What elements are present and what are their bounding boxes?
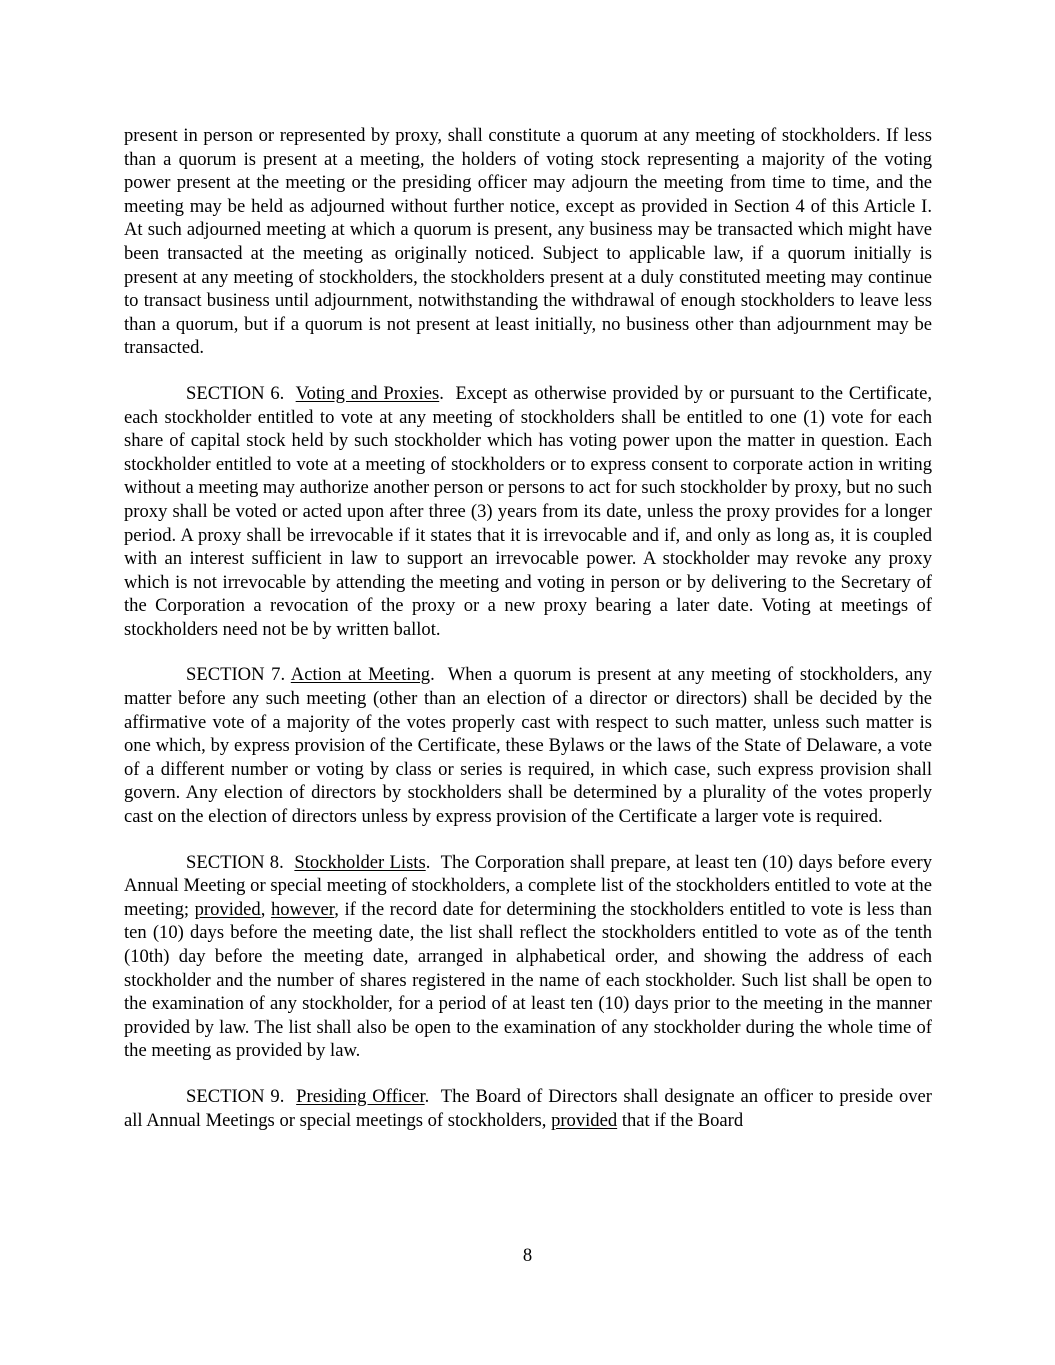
paragraph-section-6: SECTION 6. Voting and Proxies. Except as otherwise provided by or pursuant to the Certificate, each stockholder entitled to vote at any meeting of stockholders shall be entitled to one (1) vote for each share of capital stock held by such stockholder which has voting power upon the matter in question. Each stockholder entitled to vote at a meeting of stockholders or to express consent to corporate action in writing without a meeting may authorize another person or persons to act for such stockholder by proxy, but no such proxy shall be voted or acted upon after three (3) years from its date, unless the proxy provides for a longer period. A proxy shall be irrevocable if it states that it is irrevocable and if, and only as long as, it is coupled with an interest sufficient in law to support an irrevocable power. A stockholder may revoke any proxy which is not irrevocable by attending the meeting and voting in person or by delivering to the Secretary of the Corporation a revocation of the proxy or a new proxy bearing a later date. Voting at meetings of stockholders need not be by written ballot.: [124, 382, 932, 640]
section-9-heading: Presiding Officer: [296, 1085, 425, 1107]
page-number: 8: [522, 1245, 533, 1266]
section-8-body-start: The Corporation shall prepare, at least ten (10) days before every Annual Meeting or special meeting of stockholders, a complete list of the stockholders entitled to vote at the meeting;: [124, 851, 933, 920]
section-8-label: SECTION 8.: [186, 851, 284, 873]
section-8-body-end: if the record date for determining the stockholders entitled to vote is less than ten (10) days before the meeting date, the list shall reflect the stockholders entitled to vote as of the tenth (10th) day before the meeting date, arranged in alphabetical order, and showing the address of each stockholder and the number of shares registered in the name of each stockholder. Such list shall be open to the examination of any stockholder, for a period of at least ten (10) days prior to the meeting in the manner provided by law. The list shall also be open to the examination of any stockholder during the whole time of the meeting as provided by law.: [124, 898, 933, 1062]
section-8-heading: Stockholder Lists: [294, 851, 426, 873]
section-7-label: SECTION 7.: [186, 664, 286, 686]
section-8-term-provided: provided: [194, 898, 261, 920]
section-6-label: SECTION 6.: [186, 382, 285, 404]
paragraph-section-8: SECTION 8. Stockholder Lists. The Corporation shall prepare, at least ten (10) days before every Annual Meeting or special meeting of stockholders, a complete list of the stockholders entitled to vote at the meeting; provided, however, if the record date for determining the stockholders entitled to vote is less than ten (10) days before the meeting date, the list shall reflect the stockholders entitled to vote as of the tenth (10th) day before the meeting date, arranged in alphabetical order, and showing the address of each stockholder and the number of shares registered in the name of each stockholder. Such list shall be open to the examination of any stockholder, for a period of at least ten (10) days prior to the meeting in the manner provided by law. The list shall also be open to the examination of any stockholder during the whole time of the meeting as provided by law.: [124, 851, 933, 1062]
section-9-body-start: The Board of Directors shall designate an officer to preside over all Annual Meetings or special meetings of stockholders,: [124, 1085, 933, 1131]
section-8-term-however: however: [270, 898, 335, 920]
section-6-heading: Voting and Proxies: [295, 382, 440, 404]
section-6-body: Except as otherwise provided by or pursuant to the Certificate, each stockholder entitled to vote at any meeting of stockholders shall be entitled to one (1) vote for each share of capital stock held by such stockholder which has voting power upon the matter in question. Each stockholder entitled to vote at a meeting of stockholders or to express consent to corporate action in writing without a meeting may authorize another person or persons to act for such stockholder by proxy, but no such proxy shall be voted or acted upon after three (3) years from its date, unless the proxy provides for a longer period. A proxy shall be irrevocable if it states that it is irrevocable and if, and only as long as, it is coupled with an interest sufficient in law to support an irrevocable power. A stockholder may revoke any proxy which is not irrevocable by attending the meeting and voting in person or by delivering to the Secretary of the Corporation a revocation of the proxy or a new proxy bearing a later date. Voting at meetings of stockholders need not be by written ballot.: [124, 382, 932, 640]
paragraph-section-9: SECTION 9. Presiding Officer. The Board of Directors shall designate an officer to preside over all Annual Meetings or special meetings of stockholders, provided that if the Board: [124, 1085, 933, 1131]
section-9-body-end: that if the Board: [621, 1109, 744, 1131]
section-9-term-provided: provided: [551, 1109, 618, 1131]
paragraph-quorum-continuation: present in person or represented by proxy, shall constitute a quorum at any meeting of stockholders. If less than a quorum is present at a meeting, the holders of voting stock representing a majority of the voting power present at the meeting or the presiding officer may adjourn the meeting from time to time, and the meeting may be held as adjourned without further notice, except as provided in Section 4 of this Article I. At such adjourned meeting at which a quorum is present, any business may be transacted which might have been transacted at the meeting as originally noticed. Subject to applicable law, if a quorum initially is present at any meeting of stockholders, the stockholders present at a duly constituted meeting may continue to transact business until adjournment, notwithstanding the withdrawal of enough stockholders to leave less than a quorum, but if a quorum is not present at least initially, no business other than adjournment may be transacted.: [124, 125, 932, 359]
section-7-body: When a quorum is present at any meeting of stockholders, any matter before any such meeting (other than an election of a director or directors) shall be decided by the affirmative vote of a majority of the votes properly cast with respect to such matter, unless such matter is one which, by express provision of the Certificate, these Bylaws or the laws of the State of Delaware, a vote of a different number or voting by class or series is required, in which case, such express provision shall govern. Any election of directors by stockholders shall be determined by a plurality of the votes properly cast on the election of directors unless by express provision of the Certificate a larger vote is required.: [124, 664, 933, 828]
section-9-label: SECTION 9.: [186, 1085, 285, 1107]
section-7-heading: Action at Meeting: [290, 664, 431, 686]
paragraph-section-7: SECTION 7. Action at Meeting. When a quorum is present at any meeting of stockholders, any matter before any such meeting (other than an election of a director or directors) shall be decided by the affirmative vote of a majority of the votes properly cast with respect to such matter, unless such matter is one which, by express provision of the Certificate, these Bylaws or the laws of the State of Delaware, a vote of a different number or voting by class or series is required, in which case, such express provision shall govern. Any election of directors by stockholders shall be determined by a plurality of the votes properly cast on the election of directors unless by express provision of the Certificate a larger vote is required.: [124, 664, 933, 828]
